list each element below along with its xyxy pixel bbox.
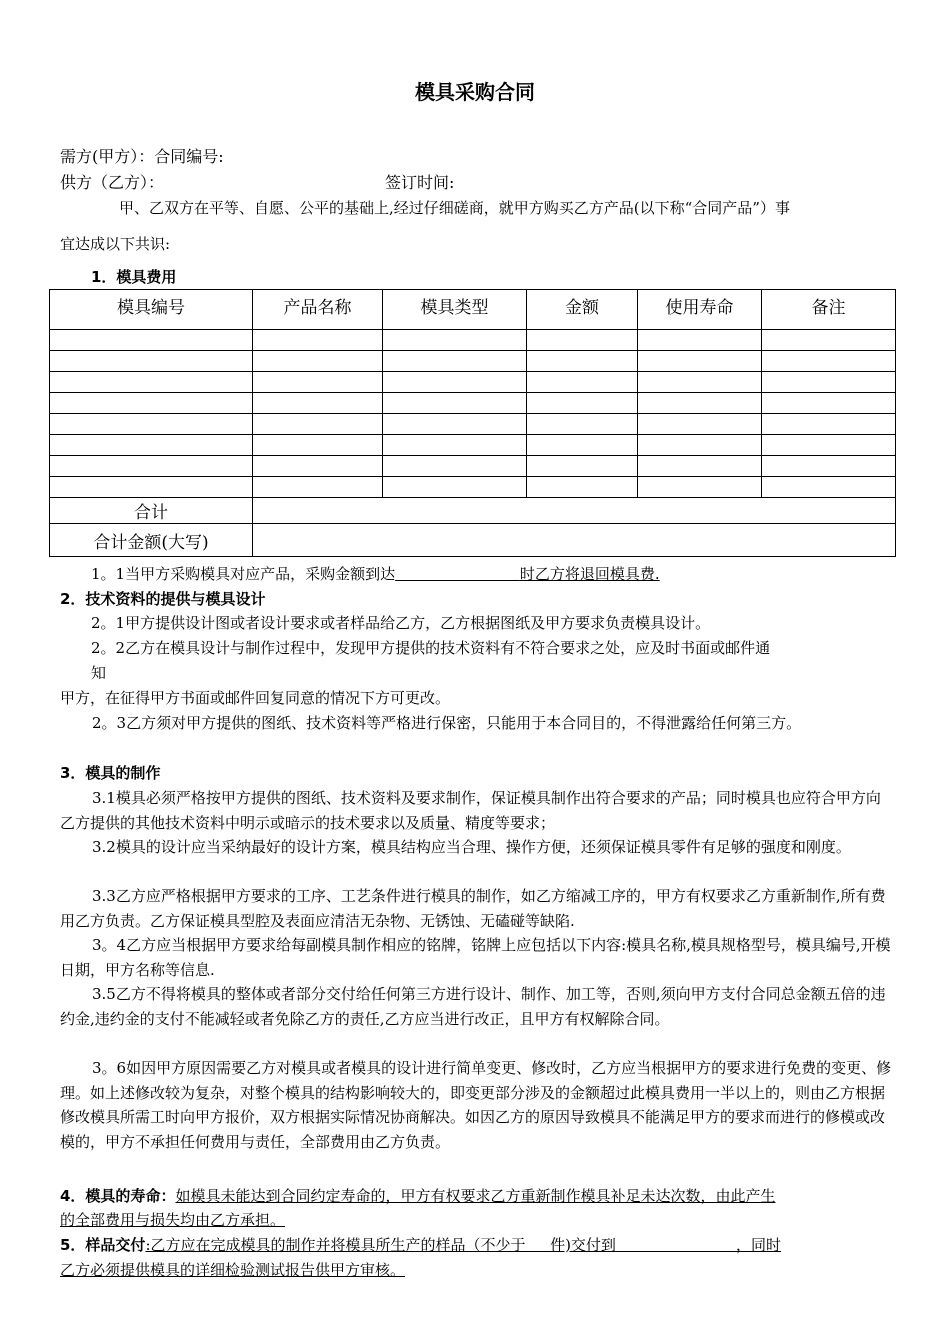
clause-3-1: 3.1模具必须严格按甲方提供的图纸、技术资料及要求制作，保证模具制作出符合要求的产品；同时模具也应符合甲方向乙方提供的其他技术资料中明示或暗示的技术要求以及质量、精度等要求； <box>60 789 881 832</box>
clause-1-1-prefix: 1。1当甲方采购模具对应产品，采购金额到达 <box>91 565 396 583</box>
section-4-line2 <box>60 1209 285 1231</box>
clause-2-2-line1: 2。2乙方在模具设计与制作过程中，发现甲方提供的技术资料有不符合要求之处，应及时书面或邮件通 <box>91 639 771 657</box>
section-5-heading: 5．样品交付 <box>60 1236 146 1254</box>
sign-time-label: 签订时间: <box>385 173 455 192</box>
demand-party-line: 需方(甲方）：合同编号: <box>60 147 224 166</box>
delivery-place-blank <box>616 1236 736 1254</box>
col-service-life: 使用寿命 <box>638 290 762 330</box>
section-2-heading: 2．技术资料的提供与模具设计 <box>60 590 266 608</box>
section-5-text-b: 件)交付到 <box>550 1236 616 1254</box>
section-5 <box>60 1234 781 1256</box>
table-row <box>50 435 896 456</box>
clause-1-1-suffix: 时乙方将退回模具费. <box>519 565 660 583</box>
table-row <box>50 477 896 498</box>
clause-3-4: 3。4乙方应当根据甲方要求给每副模具制作相应的铭牌，铭牌上应包括以下内容:模具名称,模具规格型号，模具编号,开模日期，甲方名称等信息. <box>60 936 891 979</box>
section-3-heading: 3．模具的制作 <box>60 764 161 782</box>
col-amount: 金额 <box>527 290 638 330</box>
section-4-text-2: 的全部费用与损失均由乙方承担。 <box>60 1211 286 1229</box>
clause-2-1: 2。1甲方提供设计图或者设计要求或者样品给乙方，乙方根据图纸及甲方要求负责模具设计。 <box>91 614 711 632</box>
table-row <box>50 330 896 351</box>
clause-2-3: 2。3乙方须对甲方提供的图纸、技术资料等严格进行保密，只能用于本合同目的，不得泄露给任何第三方。 <box>92 714 802 732</box>
intro-line-1: 甲、乙双方在平等、自愿、公平的基础上,经过仔细磋商，就甲方购买乙方产品(以下称“合同产品”）事 <box>119 199 790 217</box>
refund-threshold-blank <box>395 565 520 583</box>
col-remarks: 备注 <box>762 290 896 330</box>
clause-1-1 <box>91 563 660 585</box>
clause-3-2: 3.2模具的设计应当采纳最好的设计方案，模具结构应当合理、操作方便，还须保证模具零件有足够的强度和刚度。 <box>92 838 851 856</box>
clause-3-5: 3.5乙方不得将模具的整体或者部分交付给任何第三方进行设计、制作、加工等，否则,须向甲方支付合同总金额五倍的违约金,违约金的支付不能减轻或者免除乙方的责任,乙方应当进行改正，且甲方有权解除合同。 <box>60 985 886 1028</box>
col-mold-number: 模具编号 <box>50 290 253 330</box>
section-5-text-a: :乙方应在完成模具的制作并将模具所生产的样品（不少于 <box>145 1236 526 1254</box>
section-5-text-c: ，同时 <box>735 1236 781 1254</box>
clause-3-6: 3。6如因甲方原因需要乙方对模具或者模具的设计进行简单变更、修改时，乙方应当根据甲方的要求进行免费的变更、修理。如上述修改较为复杂，对整个模具的结构影响较大的，即变更部分涉及的金额超过此模具费用一半以上的，则由乙方根据修改模具所需工时向甲方报价，双方根据实际情况协商解决。如因乙方的原因导致模具不能满足甲方的要求而进行的修模或改模的，甲方不承担任何费用与责任，全部费用由乙方负责。 <box>60 1059 892 1151</box>
table-row <box>50 351 896 372</box>
col-mold-type: 模具类型 <box>383 290 527 330</box>
total-caps-label: 合计金额(大写) <box>50 524 253 557</box>
col-product-name: 产品名称 <box>253 290 383 330</box>
page-title: 模具采购合同 <box>415 80 535 104</box>
section-5-line2 <box>60 1259 405 1281</box>
section-5-text-2: 乙方必须提供模具的详细检验测试报告供甲方审核。 <box>60 1261 406 1279</box>
sample-qty-blank <box>526 1236 551 1254</box>
table-row <box>50 456 896 477</box>
clause-2-2-line3: 甲方，在征得甲方书面或邮件回复同意的情况下方可更改。 <box>60 689 451 707</box>
intro-line-2: 宜达成以下共识: <box>60 235 171 253</box>
section-4-heading: 4．模具的寿命： <box>60 1187 176 1205</box>
supply-party-line: 供方（乙方）： <box>60 173 165 192</box>
clause-3-3: 3.3乙方应严格根据甲方要求的工序、工艺条件进行模具的制作，如乙方缩减工序的，甲方有权要求乙方重新制作,所有费用乙方负责。乙方保证模具型腔及表面应清洁无杂物、无锈蚀、无磕碰等缺陷. <box>60 887 886 930</box>
mold-fee-table <box>49 289 896 557</box>
total-label: 合计 <box>50 498 253 524</box>
total-caps-row <box>50 524 896 557</box>
clause-2-2-line2: 知 <box>91 664 107 682</box>
table-row <box>50 414 896 435</box>
section-4-text-1: 如模具未能达到合同约定寿命的，甲方有权要求乙方重新制作模具补足未达次数，由此产生 <box>175 1187 776 1205</box>
section-4 <box>60 1185 775 1207</box>
section-1-heading: 1．模具费用 <box>91 268 177 286</box>
total-row <box>50 498 896 524</box>
table-row <box>50 372 896 393</box>
table-row <box>50 393 896 414</box>
